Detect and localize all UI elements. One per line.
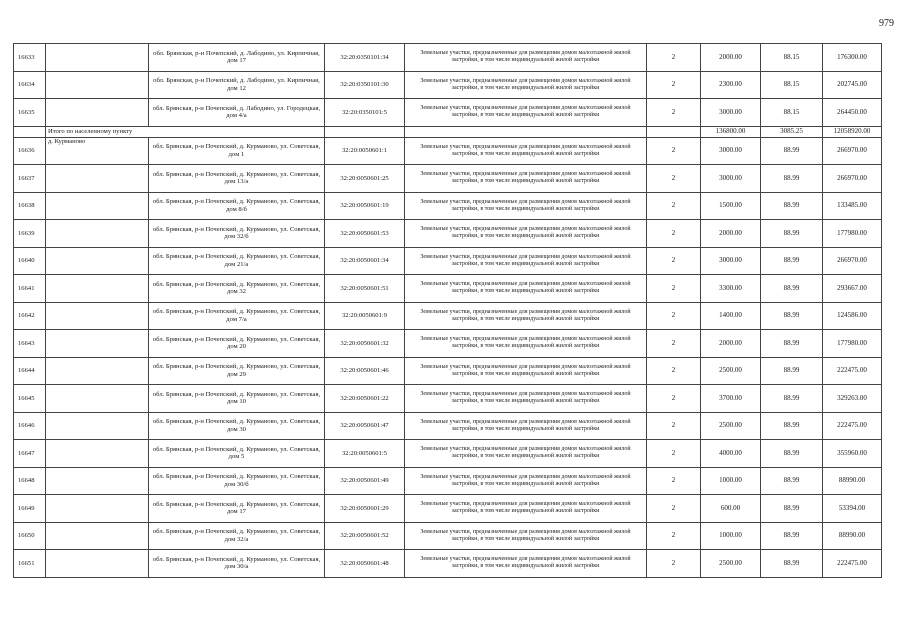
locality-cell: [46, 44, 149, 72]
area-cell: 2000.00: [701, 220, 761, 248]
cadastral-value-cell: 124586.00: [823, 302, 882, 330]
locality-cell: [46, 522, 149, 550]
cadastral-number-cell: 32:20:0050601:22: [325, 385, 405, 413]
row-id-cell: 16637: [14, 165, 46, 193]
land-purpose-cell: Земельные участки, предназначенные для размещения домов малоэтажной жилой застройки, в том числе индивидуальной жилой застройки: [405, 275, 647, 303]
area-cell: 1500.00: [701, 192, 761, 220]
area-cell: 2300.00: [701, 71, 761, 99]
locality-cell: [46, 330, 149, 358]
rate-cell: 88.99: [761, 165, 823, 193]
land-purpose-cell: Земельные участки, предназначенные для размещения домов малоэтажной жилой застройки, в том числе индивидуальной жилой застройки: [405, 412, 647, 440]
group-cell: 2: [647, 385, 701, 413]
land-purpose-cell: Земельные участки, предназначенные для размещения домов малоэтажной жилой застройки, в том числе индивидуальной жилой застройки: [405, 71, 647, 99]
table-row: [14, 522, 882, 550]
cadastral-number-cell: 32:20:0050601:19: [325, 192, 405, 220]
rate-cell: 88.99: [761, 247, 823, 275]
cadastral-value-cell: 266970.00: [823, 247, 882, 275]
cadastral-number-cell: 32:20:0050601:1: [325, 137, 405, 165]
group-cell: 2: [647, 71, 701, 99]
rate-cell: 88.99: [761, 495, 823, 523]
row-id-cell: 16646: [14, 412, 46, 440]
row-id-cell: 16645: [14, 385, 46, 413]
rate-cell: 88.99: [761, 275, 823, 303]
address-cell: обл. Брянская, р-н Почепский, д. Курманово, ул. Советская, дом 21/а: [149, 247, 325, 275]
row-id-cell: 16633: [14, 44, 46, 72]
table-row: [14, 440, 882, 468]
rate-cell: 88.15: [761, 99, 823, 127]
row-id-cell: 16651: [14, 550, 46, 578]
cadastral-number-cell: 32:20:0050601:48: [325, 550, 405, 578]
table-row: [14, 137, 882, 165]
row-id-cell: 16650: [14, 522, 46, 550]
address-cell: обл. Брянская, р-н Почепский, д. Курманово, ул. Советская, дом 32: [149, 275, 325, 303]
group-cell: 2: [647, 440, 701, 468]
cadastral-number-cell: 32:20:0050601:5: [325, 440, 405, 468]
empty-cell: [14, 126, 46, 137]
land-purpose-cell: Земельные участки, предназначенные для размещения домов малоэтажной жилой застройки, в том числе индивидуальной жилой застройки: [405, 522, 647, 550]
group-cell: 2: [647, 522, 701, 550]
cadastral-value-cell: 177980.00: [823, 220, 882, 248]
table-row: [14, 302, 882, 330]
rate-cell: 88.99: [761, 522, 823, 550]
locality-cell: [46, 495, 149, 523]
land-purpose-cell: Земельные участки, предназначенные для размещения домов малоэтажной жилой застройки, в том числе индивидуальной жилой застройки: [405, 550, 647, 578]
area-cell: 2000.00: [701, 44, 761, 72]
locality-cell: [46, 220, 149, 248]
land-purpose-cell: Земельные участки, предназначенные для размещения домов малоэтажной жилой застройки, в том числе индивидуальной жилой застройки: [405, 44, 647, 72]
table-row: [14, 385, 882, 413]
area-cell: 600.00: [701, 495, 761, 523]
row-id-cell: 16643: [14, 330, 46, 358]
area-cell: 3700.00: [701, 385, 761, 413]
subtotal-area: 136800.00: [701, 126, 761, 137]
row-id-cell: 16635: [14, 99, 46, 127]
land-purpose-cell: Земельные участки, предназначенные для размещения домов малоэтажной жилой застройки, в том числе индивидуальной жилой застройки: [405, 495, 647, 523]
area-cell: 3000.00: [701, 137, 761, 165]
cadastral-value-cell: 176300.00: [823, 44, 882, 72]
row-id-cell: 16641: [14, 275, 46, 303]
group-cell: 2: [647, 357, 701, 385]
empty-cell: [405, 126, 647, 137]
address-cell: обл. Брянская, р-н Почепский, д. Курманово, ул. Советская, дом 30: [149, 412, 325, 440]
row-id-cell: 16639: [14, 220, 46, 248]
group-cell: 2: [647, 44, 701, 72]
locality-cell: [46, 412, 149, 440]
row-id-cell: 16648: [14, 467, 46, 495]
cadastral-number-cell: 32:20:0350101:30: [325, 71, 405, 99]
area-cell: 2500.00: [701, 550, 761, 578]
cadastral-value-cell: 222475.00: [823, 357, 882, 385]
rate-cell: 88.99: [761, 302, 823, 330]
subtotal-label: Итого по населенному пункту: [46, 126, 325, 137]
address-cell: обл. Брянская, р-н Почепский, д. Курманово, ул. Советская, дом 8/б: [149, 192, 325, 220]
locality-cell: [46, 357, 149, 385]
group-cell: 2: [647, 467, 701, 495]
locality-cell: [46, 165, 149, 193]
group-cell: 2: [647, 275, 701, 303]
cadastral-number-cell: 32:20:0050601:25: [325, 165, 405, 193]
cadastral-number-cell: 32:20:0050601:32: [325, 330, 405, 358]
group-cell: 2: [647, 99, 701, 127]
land-purpose-cell: Земельные участки, предназначенные для размещения домов малоэтажной жилой застройки, в том числе индивидуальной жилой застройки: [405, 385, 647, 413]
area-cell: 2500.00: [701, 412, 761, 440]
cadastral-number-cell: 32:20:0050601:53: [325, 220, 405, 248]
area-cell: 3000.00: [701, 165, 761, 193]
table-row: [14, 467, 882, 495]
rate-cell: 88.99: [761, 330, 823, 358]
cadastral-value-cell: 329263.00: [823, 385, 882, 413]
cadastral-number-cell: 32:20:0050601:9: [325, 302, 405, 330]
subtotal-row: [14, 126, 882, 137]
row-id-cell: 16640: [14, 247, 46, 275]
row-id-cell: 16634: [14, 71, 46, 99]
cadastral-value-cell: 88990.00: [823, 522, 882, 550]
table-row: [14, 71, 882, 99]
cadastral-number-cell: 32:20:0050601:46: [325, 357, 405, 385]
locality-cell: [46, 99, 149, 127]
group-cell: 2: [647, 137, 701, 165]
land-purpose-cell: Земельные участки, предназначенные для размещения домов малоэтажной жилой застройки, в том числе индивидуальной жилой застройки: [405, 165, 647, 193]
table-body: [14, 44, 882, 578]
table-row: [14, 192, 882, 220]
cadastral-number-cell: 32:20:0050601:47: [325, 412, 405, 440]
rate-cell: 88.99: [761, 440, 823, 468]
rate-cell: 88.99: [761, 467, 823, 495]
address-cell: обл. Брянская, р-н Почепский, д. Курманово, ул. Советская, дом 30/а: [149, 550, 325, 578]
area-cell: 1400.00: [701, 302, 761, 330]
locality-cell: [46, 385, 149, 413]
area-cell: 1000.00: [701, 522, 761, 550]
empty-cell: [647, 126, 701, 137]
rate-cell: 88.99: [761, 550, 823, 578]
table-row: [14, 247, 882, 275]
area-cell: 3000.00: [701, 99, 761, 127]
group-cell: 2: [647, 192, 701, 220]
land-purpose-cell: Земельные участки, предназначенные для размещения домов малоэтажной жилой застройки, в том числе индивидуальной жилой застройки: [405, 99, 647, 127]
row-id-cell: 16647: [14, 440, 46, 468]
cadastral-value-cell: 266970.00: [823, 165, 882, 193]
land-purpose-cell: Земельные участки, предназначенные для размещения домов малоэтажной жилой застройки, в том числе индивидуальной жилой застройки: [405, 357, 647, 385]
group-cell: 2: [647, 550, 701, 578]
address-cell: обл. Брянская, р-н Почепский, д. Курманово, ул. Советская, дом 30/б: [149, 467, 325, 495]
locality-cell: [46, 275, 149, 303]
cadastral-value-cell: 355960.00: [823, 440, 882, 468]
rate-cell: 88.99: [761, 192, 823, 220]
area-cell: 2500.00: [701, 357, 761, 385]
table-row: [14, 412, 882, 440]
table-row: [14, 357, 882, 385]
rate-cell: 88.15: [761, 44, 823, 72]
rate-cell: 88.99: [761, 220, 823, 248]
land-purpose-cell: Земельные участки, предназначенные для размещения домов малоэтажной жилой застройки, в том числе индивидуальной жилой застройки: [405, 440, 647, 468]
row-id-cell: 16642: [14, 302, 46, 330]
cadastral-number-cell: 32:20:0050601:29: [325, 495, 405, 523]
locality-cell: [46, 192, 149, 220]
empty-cell: [325, 126, 405, 137]
cadastral-value-cell: 222475.00: [823, 550, 882, 578]
table-row: [14, 330, 882, 358]
table-row: [14, 495, 882, 523]
group-cell: 2: [647, 165, 701, 193]
land-purpose-cell: Земельные участки, предназначенные для размещения домов малоэтажной жилой застройки, в том числе индивидуальной жилой застройки: [405, 467, 647, 495]
locality-cell: [46, 467, 149, 495]
cadastral-number-cell: 32:20:0050601:52: [325, 522, 405, 550]
address-cell: обл. Брянская, р-н Почепский, д. Лабодино, ул. Городецкая, дом 4/а: [149, 99, 325, 127]
cadastral-value-cell: 266970.00: [823, 137, 882, 165]
group-cell: 2: [647, 302, 701, 330]
address-cell: обл. Брянская, р-н Почепский, д. Курманово, ул. Советская, дом 32/а: [149, 522, 325, 550]
locality-cell: [46, 550, 149, 578]
address-cell: обл. Брянская, р-н Почепский, д. Курманово, ул. Советская, дом 5: [149, 440, 325, 468]
group-cell: 2: [647, 330, 701, 358]
rate-cell: 88.99: [761, 137, 823, 165]
rate-cell: 88.15: [761, 71, 823, 99]
cadastral-value-cell: 264450.00: [823, 99, 882, 127]
locality-cell: [46, 302, 149, 330]
cadastral-number-cell: 32:20:0050601:34: [325, 247, 405, 275]
area-cell: 1000.00: [701, 467, 761, 495]
cadastral-value-cell: 88990.00: [823, 467, 882, 495]
row-id-cell: 16636: [14, 137, 46, 165]
group-cell: 2: [647, 495, 701, 523]
cadastral-value-cell: 202745.00: [823, 71, 882, 99]
address-cell: обл. Брянская, р-н Почепский, д. Лабодино, ул. Кирпичная, дом 12: [149, 71, 325, 99]
cadastral-value-cell: 53394.00: [823, 495, 882, 523]
table-row: [14, 550, 882, 578]
land-purpose-cell: Земельные участки, предназначенные для размещения домов малоэтажной жилой застройки, в том числе индивидуальной жилой застройки: [405, 247, 647, 275]
land-purpose-cell: Земельные участки, предназначенные для размещения домов малоэтажной жилой застройки, в том числе индивидуальной жилой застройки: [405, 330, 647, 358]
cadastral-value-cell: 133485.00: [823, 192, 882, 220]
cadastral-value-cell: 177980.00: [823, 330, 882, 358]
rate-cell: 88.99: [761, 412, 823, 440]
cadastral-number-cell: 32:20:0050601:51: [325, 275, 405, 303]
area-cell: 3000.00: [701, 247, 761, 275]
address-cell: обл. Брянская, р-н Почепский, д. Курманово, ул. Советская, дом 17: [149, 495, 325, 523]
land-purpose-cell: Земельные участки, предназначенные для размещения домов малоэтажной жилой застройки, в том числе индивидуальной жилой застройки: [405, 137, 647, 165]
address-cell: обл. Брянская, р-н Почепский, д. Лабодино, ул. Кирпичная, дом 17: [149, 44, 325, 72]
table-row: [14, 165, 882, 193]
rate-cell: 88.99: [761, 357, 823, 385]
address-cell: обл. Брянская, р-н Почепский, д. Курманово, ул. Советская, дом 29: [149, 357, 325, 385]
land-purpose-cell: Земельные участки, предназначенные для размещения домов малоэтажной жилой застройки, в том числе индивидуальной жилой застройки: [405, 220, 647, 248]
table-row: [14, 44, 882, 72]
rate-cell: 88.99: [761, 385, 823, 413]
subtotal-rate: 3085.25: [761, 126, 823, 137]
locality-cell: [46, 247, 149, 275]
subtotal-value: 12058920.00: [823, 126, 882, 137]
cadastral-value-cell: 293667.00: [823, 275, 882, 303]
locality-cell: [46, 71, 149, 99]
page-number: 979: [879, 18, 894, 29]
area-cell: 2000.00: [701, 330, 761, 358]
address-cell: обл. Брянская, р-н Почепский, д. Курманово, ул. Советская, дом 1: [149, 137, 325, 165]
address-cell: обл. Брянская, р-н Почепский, д. Курманово, ул. Советская, дом 7/а: [149, 302, 325, 330]
locality-cell: [46, 440, 149, 468]
address-cell: обл. Брянская, р-н Почепский, д. Курманово, ул. Советская, дом 13/а: [149, 165, 325, 193]
table-row: [14, 220, 882, 248]
row-id-cell: 16649: [14, 495, 46, 523]
land-purpose-cell: Земельные участки, предназначенные для размещения домов малоэтажной жилой застройки, в том числе индивидуальной жилой застройки: [405, 302, 647, 330]
locality-cell: д. Курманово: [46, 137, 149, 165]
table-row: [14, 99, 882, 127]
group-cell: 2: [647, 247, 701, 275]
area-cell: 4000.00: [701, 440, 761, 468]
group-cell: 2: [647, 412, 701, 440]
cadastral-number-cell: 32:20:0350101:34: [325, 44, 405, 72]
address-cell: обл. Брянская, р-н Почепский, д. Курманово, ул. Советская, дом 10: [149, 385, 325, 413]
land-purpose-cell: Земельные участки, предназначенные для размещения домов малоэтажной жилой застройки, в том числе индивидуальной жилой застройки: [405, 192, 647, 220]
cadastral-number-cell: 32:20:0050601:49: [325, 467, 405, 495]
row-id-cell: 16638: [14, 192, 46, 220]
group-cell: 2: [647, 220, 701, 248]
cadastral-number-cell: 32:20:0350101:5: [325, 99, 405, 127]
address-cell: обл. Брянская, р-н Почепский, д. Курманово, ул. Советская, дом 20: [149, 330, 325, 358]
land-registry-table: [13, 43, 882, 578]
cadastral-value-cell: 222475.00: [823, 412, 882, 440]
address-cell: обл. Брянская, р-н Почепский, д. Курманово, ул. Советская, дом 32/б: [149, 220, 325, 248]
area-cell: 3300.00: [701, 275, 761, 303]
row-id-cell: 16644: [14, 357, 46, 385]
table-row: [14, 275, 882, 303]
